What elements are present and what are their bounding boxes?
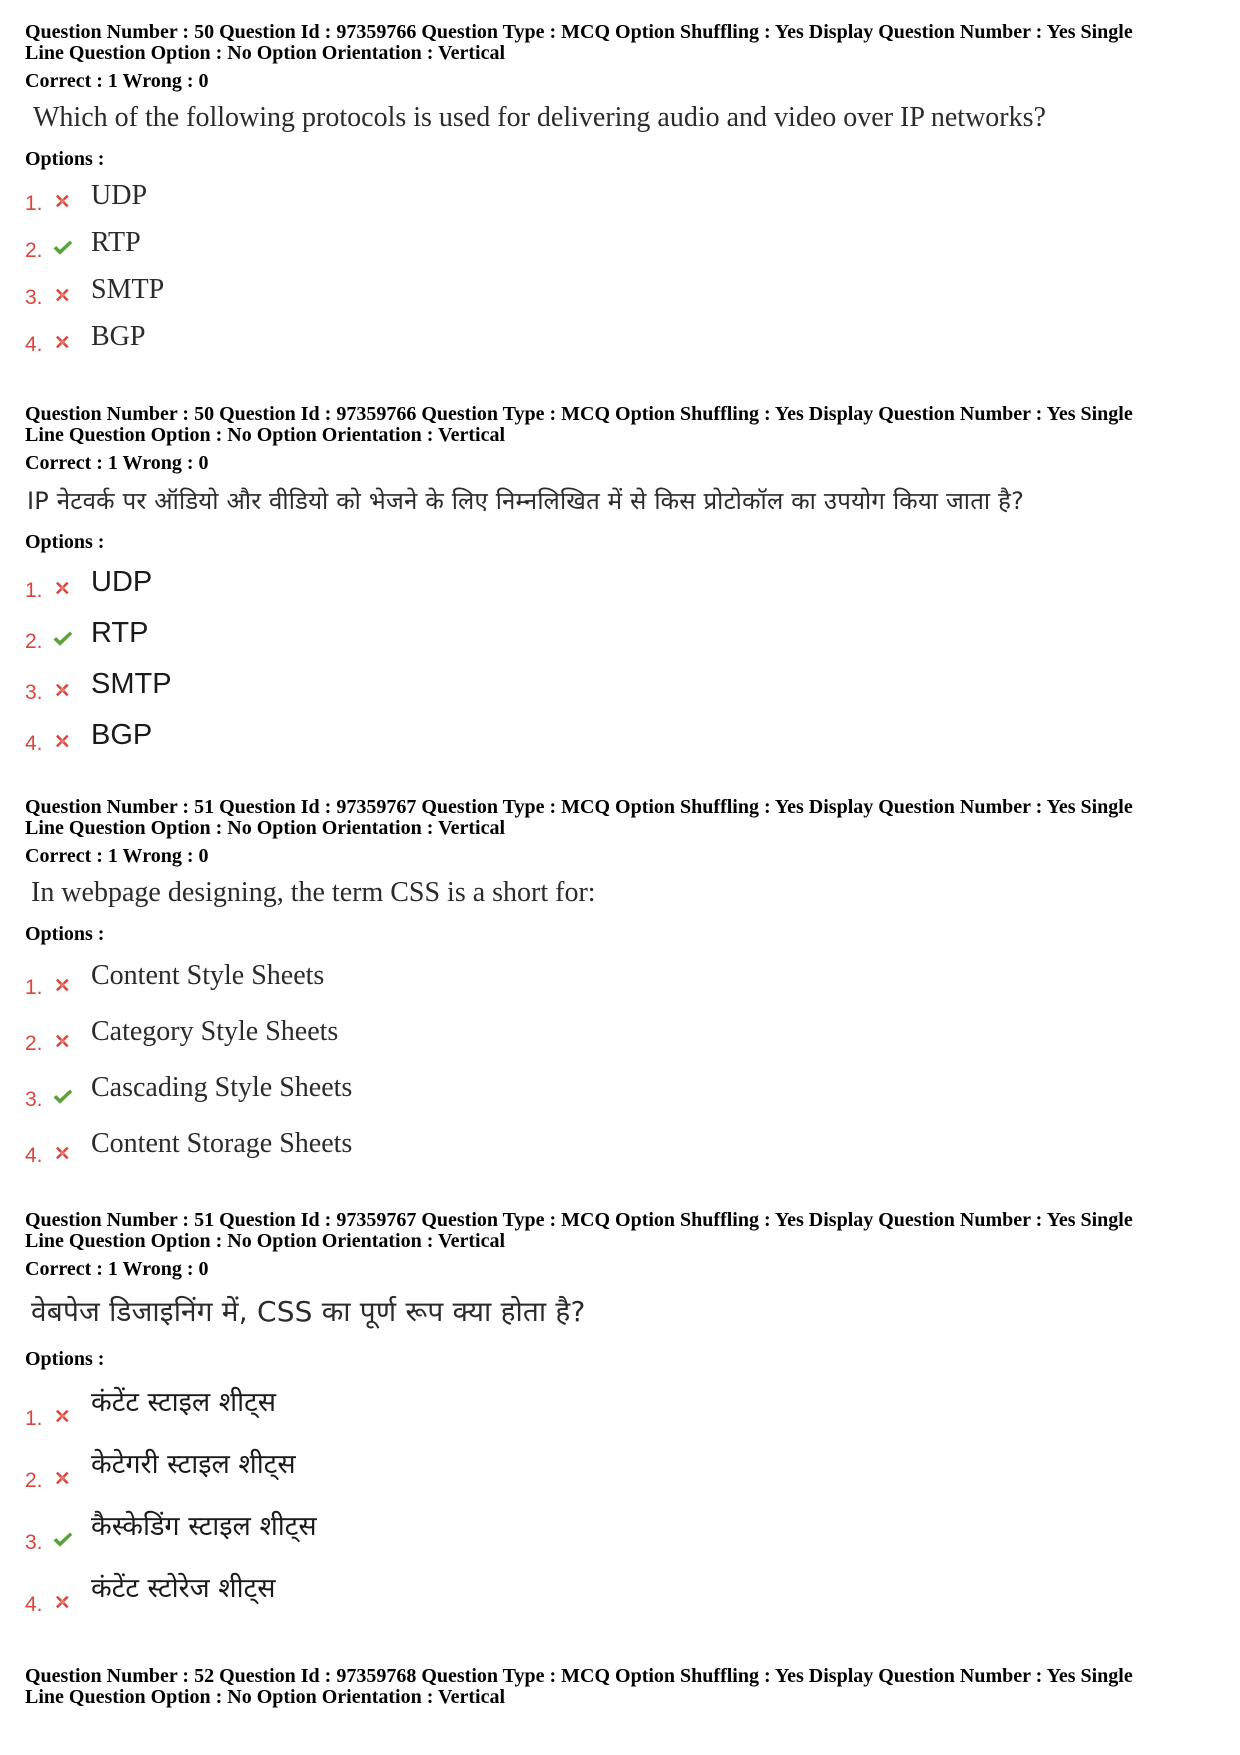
marks-scheme: Correct : 1 Wrong : 0 <box>25 452 209 474</box>
option-item <box>25 218 1220 265</box>
option-number: 1. <box>25 1407 43 1430</box>
cross-icon <box>51 1467 73 1489</box>
option-text: UDP <box>91 180 148 211</box>
option-item <box>25 1557 1220 1619</box>
question-meta: Question Number : 51 Question Id : 97359767 Question Type : MCQ Option Shuffling : Yes Display Question Number : Yes Single <box>25 796 1133 818</box>
option-number: 2. <box>25 1469 43 1492</box>
option-item <box>25 1495 1220 1557</box>
options-list <box>25 171 1220 359</box>
option-item <box>25 265 1220 312</box>
question-block <box>25 1666 1220 1708</box>
question-meta: Question Number : 50 Question Id : 97359766 Question Type : MCQ Option Shuffling : Yes Display Question Number : Yes Single <box>25 21 1133 43</box>
cross-icon <box>51 1142 73 1164</box>
cross-icon <box>51 1030 73 1052</box>
option-text: BGP <box>91 321 146 352</box>
cross-icon <box>51 284 73 306</box>
option-text: कैस्केडिंग स्टाइल शीट्स <box>91 1511 317 1542</box>
cross-icon <box>51 331 73 353</box>
question-block <box>25 404 1220 758</box>
option-number: 2. <box>25 1032 43 1055</box>
option-item <box>25 605 1220 656</box>
check-icon <box>51 1086 73 1108</box>
question-meta-line2: Line Question Option : No Option Orientation : Vertical <box>25 424 506 446</box>
option-text: SMTP <box>91 274 165 305</box>
option-number: 4. <box>25 1144 43 1167</box>
question-block <box>25 797 1220 1170</box>
options-label: Options : <box>25 923 105 945</box>
cross-icon <box>51 679 73 701</box>
option-text: BGP <box>91 719 153 751</box>
option-text: RTP <box>91 227 141 258</box>
options-label: Options : <box>25 531 105 553</box>
cross-icon <box>51 974 73 996</box>
marks-scheme: Correct : 1 Wrong : 0 <box>25 845 209 867</box>
option-number: 1. <box>25 579 43 602</box>
option-number: 4. <box>25 732 43 755</box>
option-item <box>25 1371 1220 1433</box>
option-number: 1. <box>25 976 43 999</box>
cross-icon <box>51 190 73 212</box>
question-block <box>25 1210 1220 1619</box>
question-text: वेबपेज डिजाइनिंग में, CSS का पूर्ण रूप क्या होता है? <box>31 1295 586 1328</box>
option-number: 2. <box>25 630 43 653</box>
check-icon <box>51 1529 73 1551</box>
question-meta-line2: Line Question Option : No Option Orientation : Vertical <box>25 42 506 64</box>
option-number: 4. <box>25 333 43 356</box>
option-text: Content Style Sheets <box>91 960 325 991</box>
option-text: कंटेंट स्टोरेज शीट्स <box>91 1573 276 1604</box>
option-item <box>25 1114 1220 1170</box>
question-meta-line2: Line Question Option : No Option Orientation : Vertical <box>25 817 506 839</box>
cross-icon <box>51 1405 73 1427</box>
question-block <box>25 22 1220 359</box>
cross-icon <box>51 730 73 752</box>
option-item <box>25 1058 1220 1114</box>
option-number: 3. <box>25 1088 43 1111</box>
marks-scheme: Correct : 1 Wrong : 0 <box>25 1258 209 1280</box>
option-number: 3. <box>25 1531 43 1554</box>
options-label: Options : <box>25 1348 105 1370</box>
question-meta: Question Number : 52 Question Id : 97359768 Question Type : MCQ Option Shuffling : Yes Display Question Number : Yes Single <box>25 1665 1133 1687</box>
option-item <box>25 554 1220 605</box>
cross-icon <box>51 1591 73 1613</box>
question-meta-line2: Line Question Option : No Option Orientation : Vertical <box>25 1230 506 1252</box>
option-text: केटेगरी स्टाइल शीट्स <box>91 1449 296 1480</box>
option-text: Content Storage Sheets <box>91 1128 353 1159</box>
option-item <box>25 946 1220 1002</box>
question-text: IP नेटवर्क पर ऑडियो और वीडियो को भेजने के लिए निम्नलिखित में से किस प्रोटोकॉल का उपयोग किया जाता है? <box>27 487 1025 515</box>
option-item <box>25 656 1220 707</box>
question-meta-line2: Line Question Option : No Option Orientation : Vertical <box>25 1686 506 1708</box>
question-text: In webpage designing, the term CSS is a short for: <box>31 877 596 908</box>
marks-scheme: Correct : 1 Wrong : 0 <box>25 70 209 92</box>
check-icon <box>51 628 73 650</box>
question-meta: Question Number : 51 Question Id : 97359767 Question Type : MCQ Option Shuffling : Yes Display Question Number : Yes Single <box>25 1209 1133 1231</box>
options-list <box>25 946 1220 1170</box>
option-text: RTP <box>91 617 149 649</box>
option-item <box>25 312 1220 359</box>
option-item <box>25 171 1220 218</box>
option-item <box>25 1002 1220 1058</box>
option-item <box>25 707 1220 758</box>
question-text: Which of the following protocols is used for delivering audio and video over IP networks? <box>33 102 1046 133</box>
option-number: 4. <box>25 1593 43 1616</box>
option-text: SMTP <box>91 668 172 700</box>
options-list <box>25 1371 1220 1619</box>
question-meta: Question Number : 50 Question Id : 97359766 Question Type : MCQ Option Shuffling : Yes Display Question Number : Yes Single <box>25 403 1133 425</box>
option-number: 3. <box>25 286 43 309</box>
options-label: Options : <box>25 148 105 170</box>
option-text: Category Style Sheets <box>91 1016 339 1047</box>
option-text: Cascading Style Sheets <box>91 1072 353 1103</box>
check-icon <box>51 237 73 259</box>
option-number: 1. <box>25 192 43 215</box>
option-text: UDP <box>91 566 153 598</box>
option-number: 2. <box>25 239 43 262</box>
cross-icon <box>51 577 73 599</box>
options-list <box>25 554 1220 758</box>
option-item <box>25 1433 1220 1495</box>
option-text: कंटेंट स्टाइल शीट्स <box>91 1387 276 1418</box>
option-number: 3. <box>25 681 43 704</box>
